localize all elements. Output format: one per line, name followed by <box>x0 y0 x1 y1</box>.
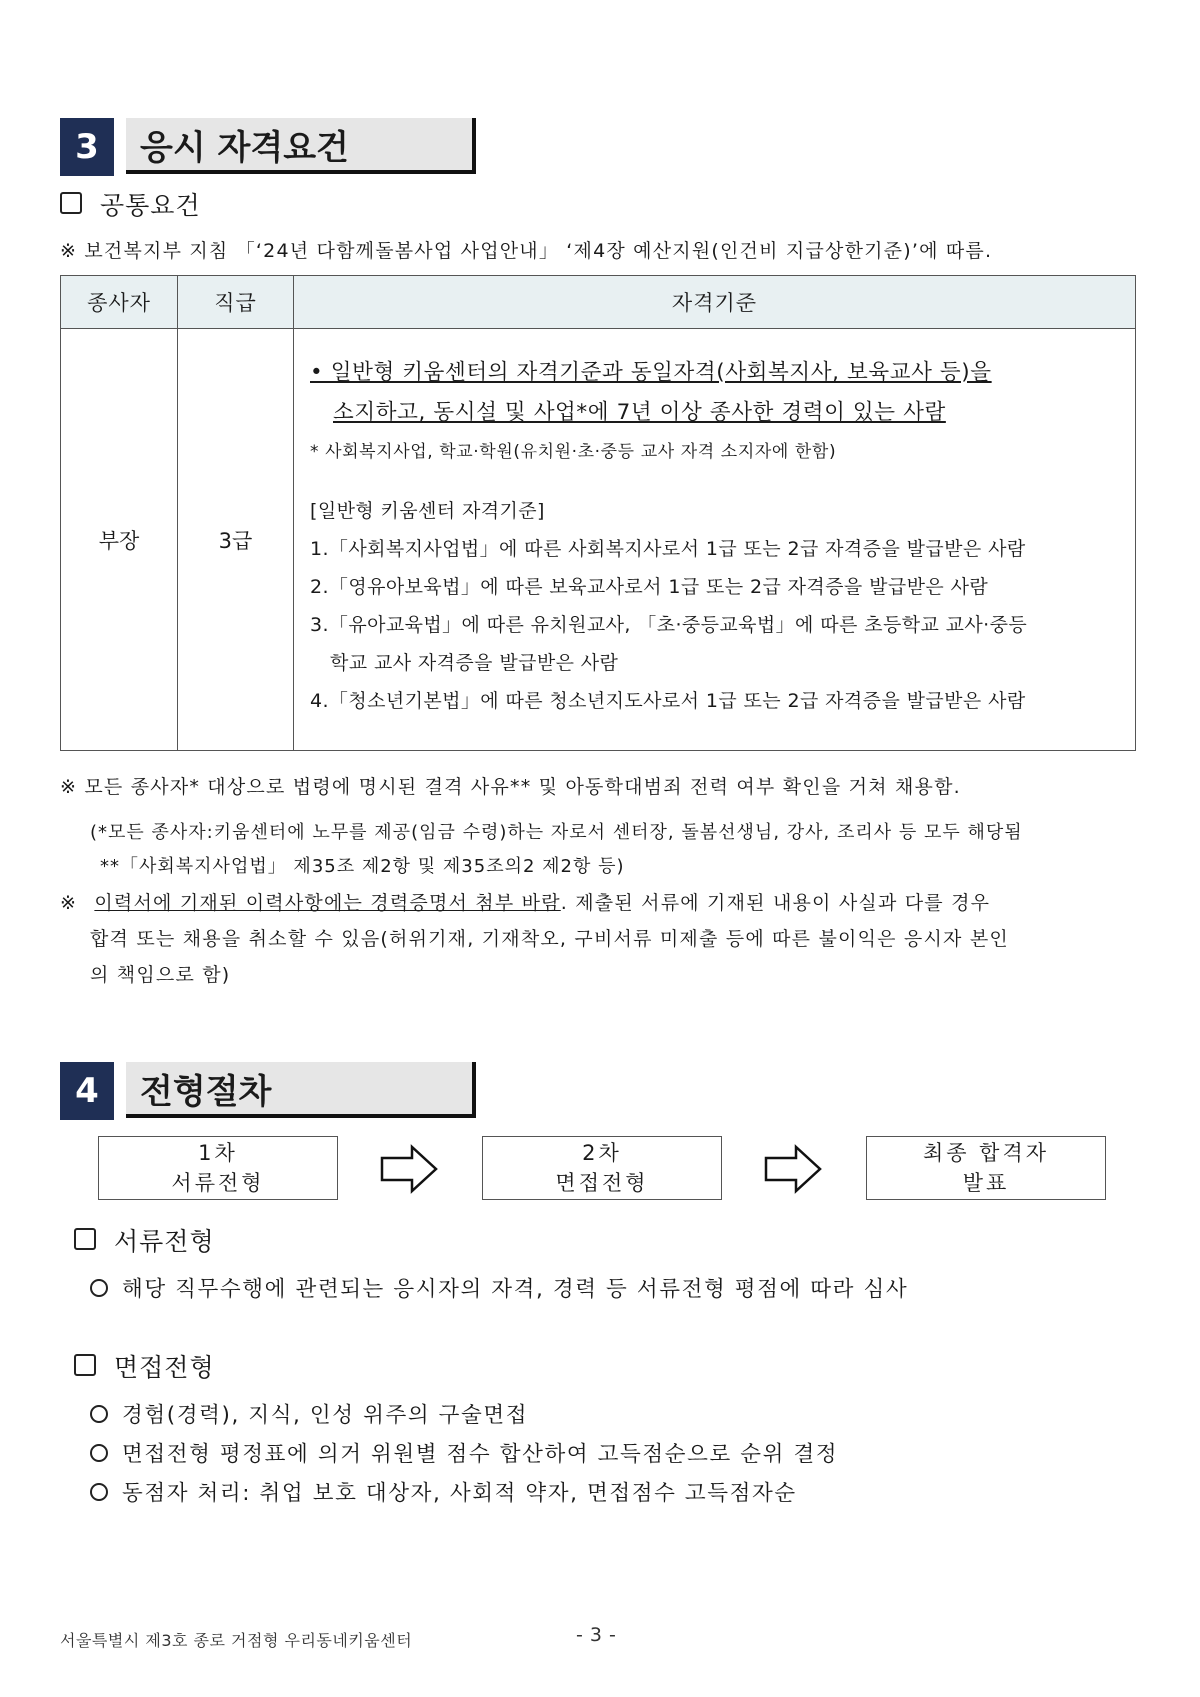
checkbox-icon <box>60 192 82 214</box>
section-3-title: 응시 자격요건 <box>126 118 476 174</box>
note-rest: . 제출된 서류에 기재된 내용이 사실과 다를 경우 <box>560 892 991 914</box>
page-number: - 3 - <box>576 1624 617 1646</box>
checkbox-icon <box>74 1354 96 1376</box>
list-item <box>90 1398 528 1429</box>
step-2-line1: 2차 <box>582 1141 622 1165</box>
circle-bullet-icon <box>90 1483 108 1501</box>
criteria-main-line2: 소지하고, 동시설 및 사업*에 7년 이상 종사한 경력이 있는 사람 <box>333 400 946 425</box>
list-item-text: 면접전형 평정표에 의거 위원별 점수 합산하여 고득점순으로 순위 결정 <box>122 1442 839 1467</box>
list-item-text: 경험(경력), 지식, 인성 위주의 구술면접 <box>122 1403 529 1428</box>
list-item <box>90 1272 908 1303</box>
circle-bullet-icon <box>90 1405 108 1423</box>
header-criteria: 자격기준 <box>294 276 1136 329</box>
cell-position: 부장 <box>61 329 178 751</box>
arrow-right-icon <box>380 1144 440 1194</box>
step-3-box <box>866 1136 1106 1200</box>
criteria-item-3-cont: 학교 교사 자격증을 발급받은 사람 <box>330 652 619 674</box>
note-career-line2: 합격 또는 채용을 취소할 수 있음(허위기재, 기재착오, 구비서류 미제출 등에 따른 불이익은 응시자 본인 <box>90 928 1009 950</box>
note-career-certificate <box>60 888 990 915</box>
checkbox-icon <box>74 1228 96 1250</box>
criteria-item-3: 3.「유아교육법」에 따른 유치원교사, 「초·중등교육법」에 따른 초등학교 교사·중등 <box>310 614 1028 636</box>
note-disqualification-sub2: **「사회복지사업법」 제35조 제2항 및 제35조의2 제2항 등) <box>100 856 625 877</box>
guideline-note: ※ 보건복지부 지침 「‘24년 다함께돌봄사업 사업안내」 ‘제4장 예산지원(인건비 지급상한기준)’에 따름. <box>60 240 993 262</box>
footer-org: 서울특별시 제3호 종로 거점형 우리동네키움센터 <box>60 1631 413 1650</box>
header-position: 종사자 <box>61 276 178 329</box>
note-mark: ※ <box>60 892 78 914</box>
note-disqualification: ※ 모든 종사자* 대상으로 법령에 명시된 결격 사유** 및 아동학대범죄 전력 여부 확인을 거쳐 채용함. <box>60 776 961 798</box>
common-requirements-heading: 공통요건 <box>100 191 201 220</box>
list-item <box>90 1437 838 1468</box>
list-item <box>90 1476 797 1507</box>
cell-criteria <box>294 329 1136 751</box>
circle-bullet-icon <box>90 1444 108 1462</box>
list-item-text: 해당 직무수행에 관련되는 응시자의 자격, 경력 등 서류전형 평점에 따라 심사 <box>122 1277 909 1302</box>
table-header-row <box>61 276 1136 329</box>
circle-bullet-icon <box>90 1279 108 1297</box>
criteria-footnote: * 사회복지사업, 학교·학원(유치원·초·중등 교사 자격 소지자에 한함) <box>310 442 837 462</box>
step-2-line2: 면접전형 <box>555 1171 649 1195</box>
section-3-number: 3 <box>60 118 114 176</box>
step-1-box <box>98 1136 338 1200</box>
cell-grade: 3급 <box>178 329 294 751</box>
document-screening-heading: 서류전형 <box>114 1227 215 1256</box>
interview-heading: 면접전형 <box>114 1353 215 1382</box>
criteria-item-4: 4.「청소년기본법」에 따른 청소년지도사로서 1급 또는 2급 자격증을 발급받은 사람 <box>310 690 1026 712</box>
table-row <box>61 329 1136 751</box>
list-item-text: 동점자 처리: 취업 보호 대상자, 사회적 약자, 면접점수 고득점자순 <box>122 1481 797 1506</box>
step-3-line1: 최종 합격자 <box>922 1141 1050 1165</box>
criteria-item-1: 1.「사회복지사업법」에 따른 사회복지사로서 1급 또는 2급 자격증을 발급받은 사람 <box>310 538 1026 560</box>
note-underlined: 이력서에 기재된 이력사항에는 경력증명서 첨부 바람 <box>94 892 561 914</box>
criteria-title: [일반형 키움센터 자격기준] <box>310 500 545 522</box>
requirements-table <box>60 275 1136 751</box>
note-disqualification-sub1: (*모든 종사자:키움센터에 노무를 제공(임금 수령)하는 자로서 센터장, 돌봄선생님, 강사, 조리사 등 모두 해당됨 <box>90 822 1023 843</box>
step-2-box <box>482 1136 722 1200</box>
criteria-main-line1: • 일반형 키움센터의 자격기준과 동일자격(사회복지사, 보육교사 등)을 <box>310 360 992 385</box>
note-career-line3: 의 책임으로 함) <box>90 964 231 986</box>
arrow-right-icon <box>764 1144 824 1194</box>
section-4-title: 전형절차 <box>126 1062 476 1118</box>
step-3-line2: 발표 <box>962 1171 1010 1195</box>
criteria-item-2: 2.「영유아보육법」에 따른 보육교사로서 1급 또는 2급 자격증을 발급받은 사람 <box>310 576 989 598</box>
step-1-line1: 1차 <box>198 1141 238 1165</box>
step-1-line2: 서류전형 <box>171 1171 265 1195</box>
section-4-number: 4 <box>60 1062 114 1120</box>
header-grade: 직급 <box>178 276 294 329</box>
